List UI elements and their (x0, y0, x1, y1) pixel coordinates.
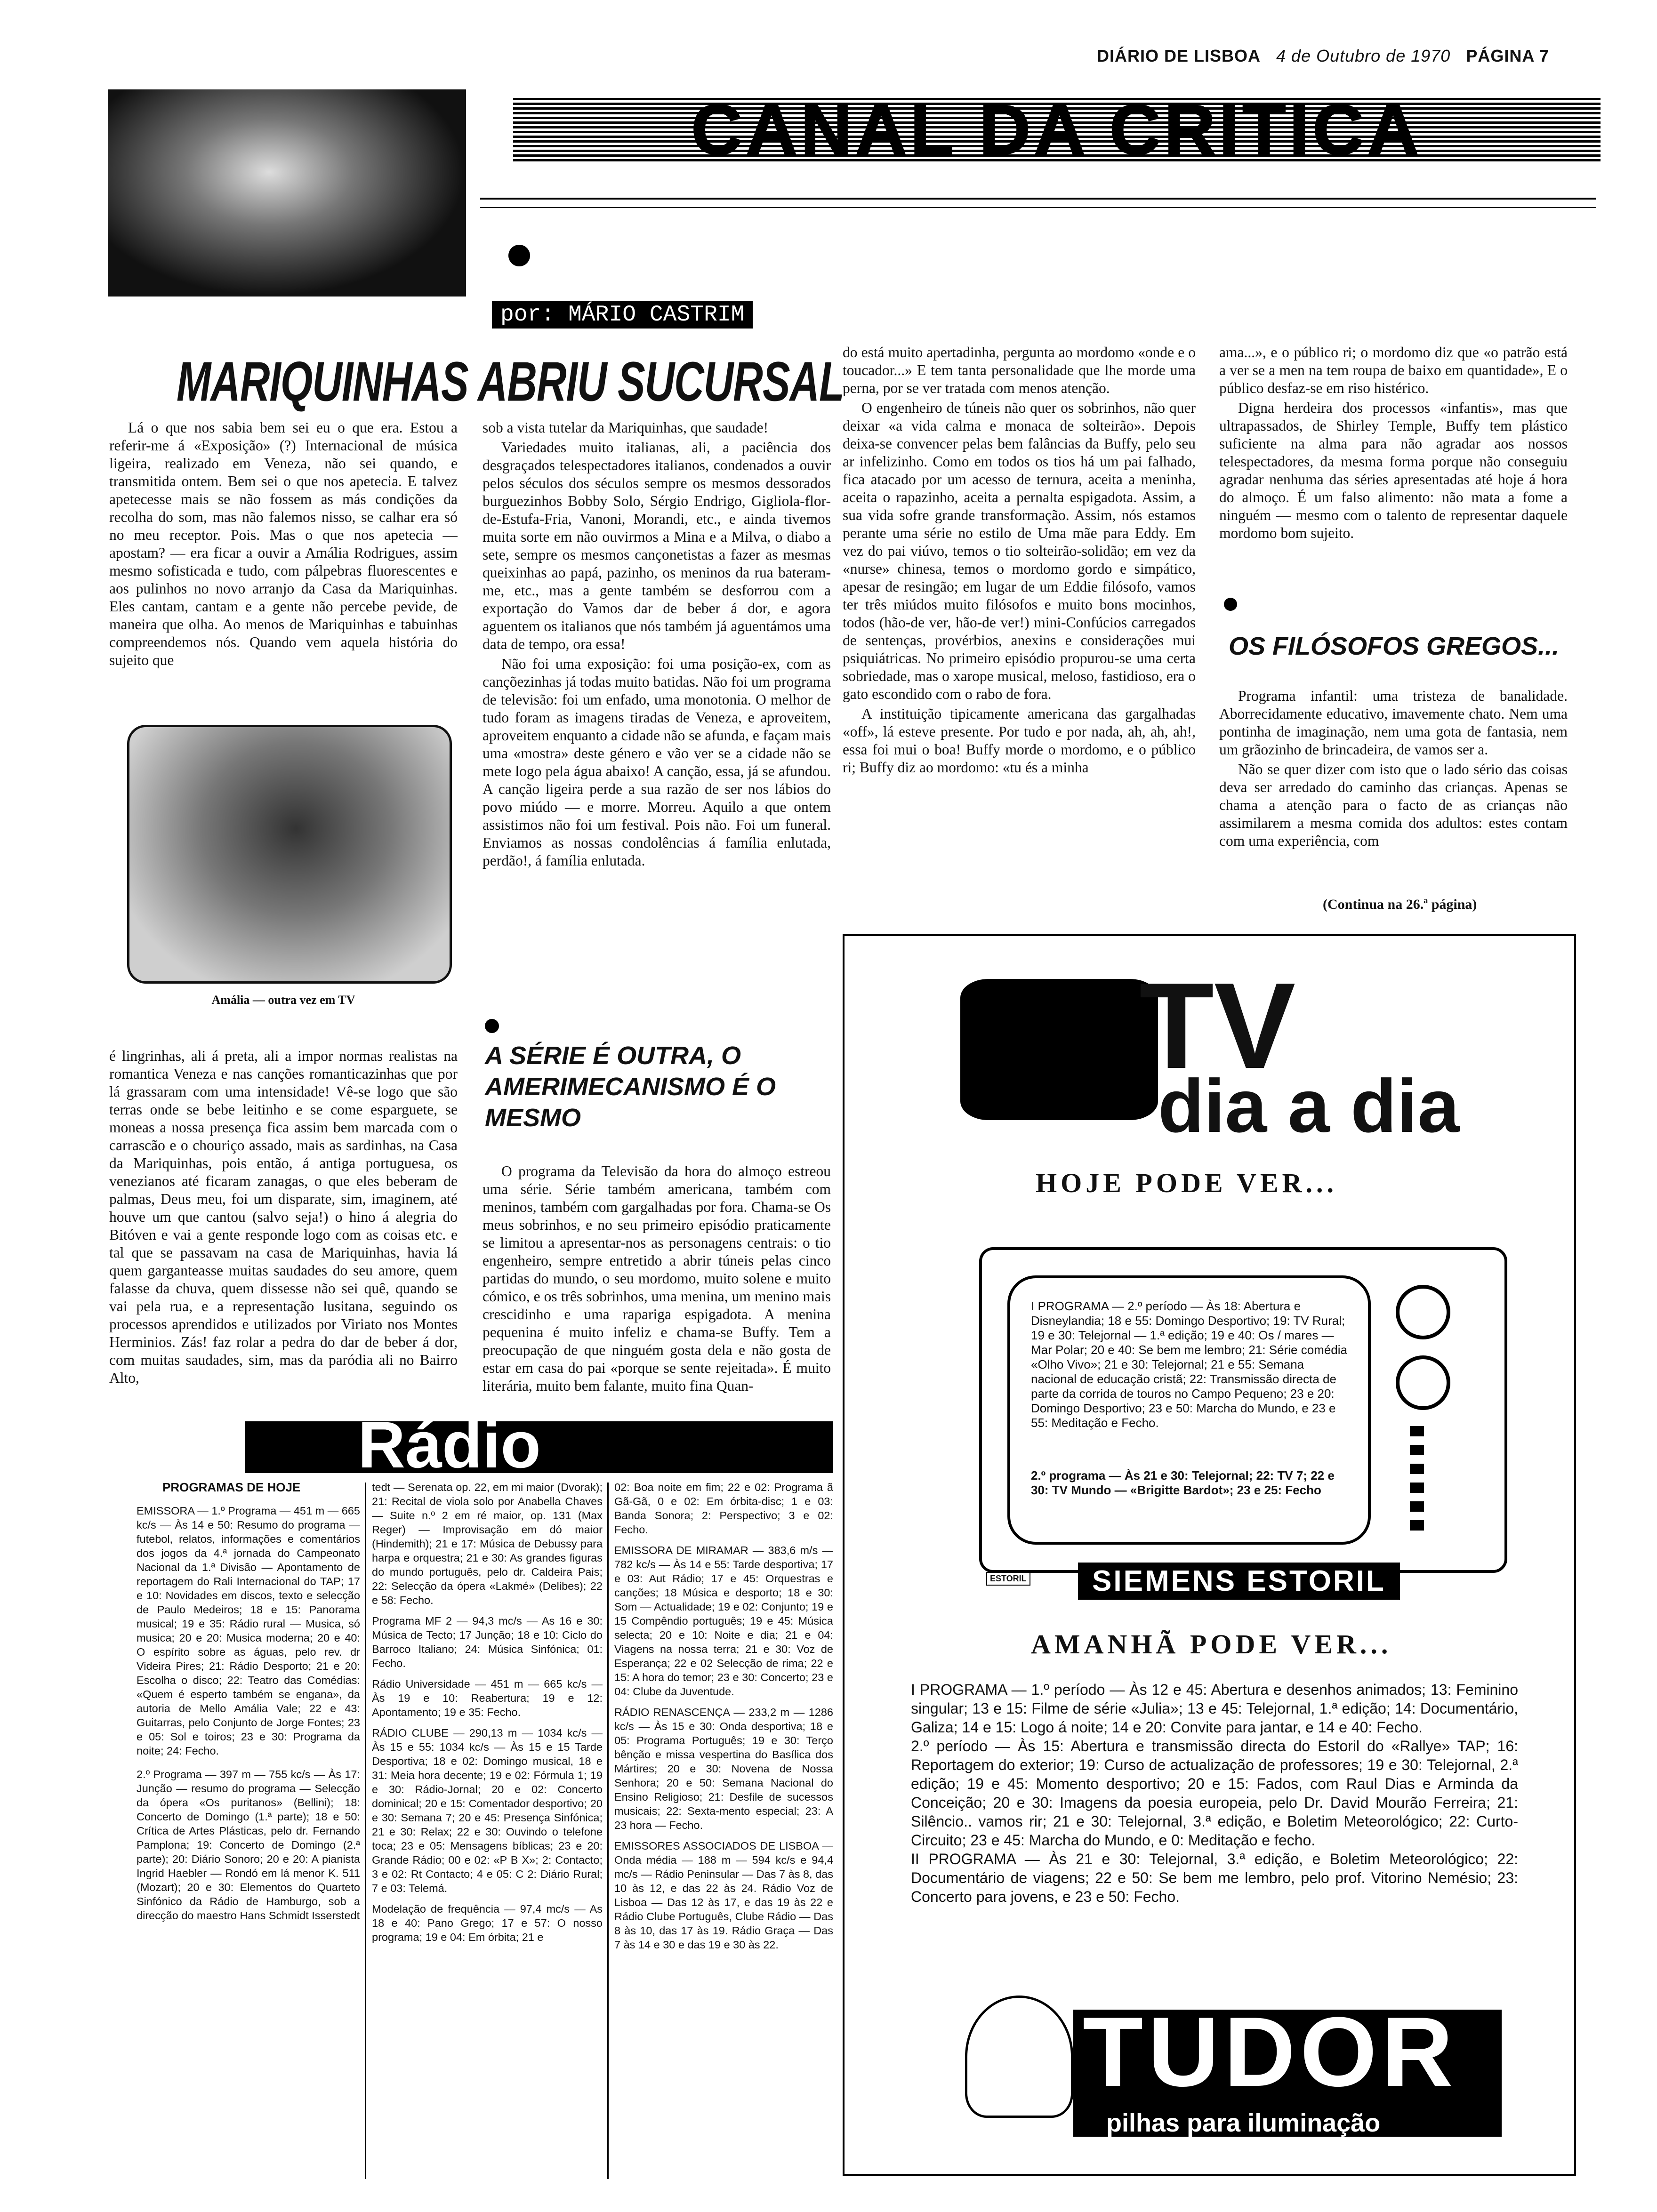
tv-knob (1396, 1285, 1450, 1339)
bullet-icon (508, 245, 530, 266)
paragraph: do está muito apertadinha, pergunta ao mordomo «onde e o toucador...» E tem tanta personalidade que lhe morde uma perna, por se ver tratada com menos atenção. (843, 344, 1196, 396)
radio-listing: Rádio Universidade — 451 m — 665 kc/s — Às 19 e 10: Reabertura; 19 e 12: Apontamento; 19 e 35: Fecho. (372, 1678, 603, 1718)
amanha-text (911, 1680, 1518, 1972)
article-column-1 (109, 419, 458, 711)
radio-listing: tedt — Serenata op. 22, em mi maior (Dvorak); 21: Recital de viola solo por Anabella Chaves — Suite n.º 2 em ré maior, op. 131 (Max Reger) — Improvisação em dó maior (Hindemith); 21 e 17: Música de Debussy para harpa e orquestra; 21 e 30: As grandes figuras do mundo português, pelo dr. Caldeira Pais; 22: Selecção da ópera «Lakmé» (Delibes); 22 e 58: Fecho. (372, 1481, 603, 1606)
paragraph: Lá o que nos sabia bem sei eu o que era. Estou a referir-me á «Exposição» (?) Internacional de música ligeira, realizado em Veneza, não sei quando, e transmitida ontem. Bem sei o que nos apetecia. E talvez apetecesse mais se não fossem as más condições da recolha do som, mas não falemos nisso, se calhar era só no meu receptor. Pois. Mas o que nos apetecia — apostam? — era ficar a ouvir a Amália Rodrigues, assim mesmo sofisticada e tudo, com pálpebras fluorescentes e aos pulinhos no novo arranjo da Casa da Mariquinhas. Eles cantam, cantam e a gente não percebe pevide, de maneira que olha. Ao menos de Mariquinhas e tabuinhas compreendemos nós. Quando vem aquela história do sujeito que (109, 419, 458, 668)
subheading-filosofos: OS FILÓSOFOS GREGOS... (1229, 632, 1560, 660)
page-header (1097, 46, 1549, 66)
amanha-heading: AMANHÃ PODE VER... (1031, 1629, 1392, 1659)
radio-column-3 (614, 1480, 833, 2177)
tv-logo-screen (960, 979, 1158, 1120)
tv-buttons (1410, 1426, 1424, 1534)
article-column-2 (483, 419, 831, 979)
radio-listing: Modelação de frequência — 97,4 mc/s — As 18 e 40: Pano Grego; 17 e 57: O nosso programa; 19 e 04: Em órbita; 21 e (372, 1903, 603, 1943)
paragraph: Variedades muito italianas, ali, a paciência dos desgraçados telespectadores italianos, condenados a ouvir pelos séculos dos séculos sempre os mesmos dessorados burguezinhos Bobby Solo, Sérgio Endrigo, Gigliola-flor-de-Estufa-Fria, Vanoni, Morandi, etc., e ainda tivemos muita sorte em não ouvirmos a Mina e a Milva, o diabo a sete, sempre os mesmos cançonetistas a fazer as mesmas queixinhas ao papá, pazinho, os meninos da rua bateram-me, etc., mas a gente também se desforrou com a exportação do Vamos dar de beber á dor, e agora aguentem os italianos que nós também já aguentámos uma data de tempo, ora essa! (483, 439, 831, 652)
paragraph: sob a vista tutelar da Mariquinhas, que saudade! (483, 419, 769, 436)
bullet-icon (1224, 598, 1237, 611)
column-divider (365, 1483, 366, 2179)
article-column-3 (843, 344, 1196, 908)
title-rule-2 (480, 207, 1596, 208)
article-column-4 (1219, 344, 1568, 593)
paragraph: O programa da Televisão da hora do almoço estreou uma série. Série também americana, também com meninos, também com gargalhadas por fora. Chama-se Os meus sobrinhos, e no seu primeiro episódio praticamente se limitou a apresentar-nos as personagens centrais: o tio engenheiro, sempre entretido a abrir túneis pelas cinco partidas do mundo, o seu mordomo, muito solene e muito cómico, e os três sobrinhos, uma menina, um menino mais crescidinho e uma rapariga espigadota. A menina pequenina é muito infeliz e chama-se Buffy. Tem a preocupação de que ninguém gosta dela e não gosta de estar em casa do pai «porque se sente rejeitada». É muito literária, muito bem falante, muito fina Quan- (483, 1163, 831, 1394)
radio-listing: 2.º Programa — 397 m — 755 kc/s — Às 17: Junção — resumo do programa — Selecção da ópera «Os puritanos» (Bellini); 18: Concerto de Domingo (1.ª parte); 18 e 50: Crítica de Artes Plásticas, pelo dr. Fernando Pamplona; 19: Concerto de Domingo (2.ª parte); 20: Diário Sonoro; 20 e 20: A pianista Ingrid Haebler — Rondó em lá menor K. 511 (Mozart); 20 e 30: Elementos do Quarteto Sinfónico da Rádio de Hamburgo, sob a direcção do maestro Hans Schmidt Isserstedt (137, 1768, 360, 1922)
paragraph: ama...», e o público ri; o mordomo diz que «o patrão está a ver se a men na tem roupa de baixo em quantidade», E o público desfaz-se em riso histérico. (1219, 344, 1568, 396)
amalia-photo (127, 725, 452, 984)
radio-listing: RÁDIO RENASCENÇA — 233,2 m — 1286 kc/s — Às 15 e 30: Onda desportiva; 18 e 05: Programa Português; 19 e 30: Terço bênção e missa vespertina do Basílica dos Mártires; 20 e 30: Novena de Nossa Senhora; 20 e 50: Semana Nacional do Ensino Religioso; 21: Desfile de sucessos musicais; 22: Sexta-mento especial; 23: A 23 hora — Fecho. (614, 1706, 833, 1831)
headline: MARIQUINHAS ABRIU SUCURSAL (177, 350, 844, 413)
subheading-serie: A SÉRIE É OUTRA, O AMERIMECANISMO É O MESMO (485, 1042, 776, 1132)
byline: por: MÁRIO CASTRIM (492, 301, 753, 329)
bullet-icon (485, 1019, 499, 1033)
title-rule (480, 198, 1596, 200)
brand-banner: SIEMENS ESTORIL (1078, 1563, 1400, 1600)
programa-2-text: 2.º programa — Às 21 e 30: Telejornal; 22: TV 7; 22 e 30: TV Mundo — «Brigitte Bardot»; 23 e 25: Fecho (1031, 1468, 1335, 1497)
radio-title: Rádio (358, 1408, 541, 1482)
article-column-1b (109, 1047, 458, 1400)
page-number: PÁGINA 7 (1466, 46, 1550, 65)
programa-1-text: I PROGRAMA — 2.º período — Às 18: Abertura e Disneylandia; 18 e 55: Domingo Desportivo; 19: TV Rural; 19 e 30: Telejornal — 1.ª edição; 19 e 40: Os / mares — Mar Polar; 20 e 40: Se bem me lembro; 21: Série comédia «Olho Vivo»; 21 e 30: Telejornal; 21 e 55: Semana nacional de educação cristã; 22: Transmissão directa de parte da corrida de touros no Campo Pequeno; 23 e 20: Domingo Desportivo; 23 e 50: Marcha do Mundo, e 23 e 55: Meditação e Fecho. (1031, 1299, 1347, 1430)
tv-label: ESTORIL (986, 1572, 1030, 1586)
article-column-4b (1219, 687, 1568, 885)
radio-heading: PROGRAMAS DE HOJE (162, 1480, 301, 1494)
photo-caption: Amália — outra vez em TV (211, 993, 355, 1007)
radio-listing: EMISSORA — 1.º Programa — 451 m — 665 kc/s — Às 14 e 50: Resumo do programa — futebol, relatos, informações e comentários dos jogos da 4.ª jornada do Campeonato Nacional da 1.ª Divisão — Apontamento de reportagem do Rali Internacional do TAP; 17 e 10: Novidades em discos, texto e selecção de Paulo Medeiros; 18 e 15: Panorama musical; 19 e 35: Rádio rural — Musica, só musica; 20 e 20: Musica moderna; 20 e 40: O espírito sobre as águas, pelo rev. dr Videira Pires; 21: Rádio Desporto; 21 e 20: Escolha o disco; 22: Teatro das Comédias: «Quem é esperto também se engana», da autoria de Mello Amália Vale; 22 e 43: Guitarras, pelo Conjunto de Jorge Fontes; 23 e 05: Sol e toiros; 23 e 30: Programa da noite; 24: Fecho. (137, 1505, 360, 1757)
radio-listing: EMISSORES ASSOCIADOS DE LISBOA — Onda média — 188 m — 594 kc/s e 94,4 mc/s — Rádio Peninsular — Das 7 às 8, das 10 às 12, e das 22 às 24. Rádio Voz de Lisboa — Das 12 às 17, e das 19 às 22 e Rádio Clube Português, Clube Rádio — Das 8 às 10, das 17 às 19. Rádio Graça — Das 7 às 14 e 30 e das 19 e 30 às 22. (614, 1840, 833, 1951)
newspaper-name: DIÁRIO DE LISBOA (1097, 46, 1261, 65)
tudor-mascot (965, 1996, 1073, 2118)
continued-note: (Continua na 26.ª página) (1323, 897, 1477, 912)
paragraph: Não se quer dizer com isto que o lado sério das coisas deva ser arredado do caminho das crianças. Apenas se chama a atenção para o facto de as crianças não assimilarem a mesma comida dos adultos: estes contam com uma experiência, com (1219, 761, 1568, 849)
paragraph: O engenheiro de túneis não quer os sobrinhos, não quer deixar «a vida calma e monaca de solteirão». Depois deixa-se convencer pelas bem falâncias da Buffy, pelo seu ar infelizinho. Como em todos os tios há um pai falhado, fica atacado por um acesso de ternura, aceita a meninha, aceita o rapazinho, aceita a pernalta espigadota. Assim, a sua vida sofre grande transformação. Assim, nós estamos perante uma série no estilo de Uma mãe para Eddy. Em vez do pai viúvo, temos o tio solteirão-solidão; em vez da «nurse» chinesa, temos o mordomo gordo e simpático, apesar de resingão; em lugar de um Eddie filósofo, vamos ter três miúdos muito filósofos e muito bons mocinhos, todos (hão-de ver, hão-de ver!) mini-Confúcios carregados de sentenças, provérbios, anexins e considerações mui psiquiátricas. No primeiro episódio propurou-se uma certa sobriedade, mas o xarope musical, meloso, fastidioso, era o gato escondido com o rabo de fora. (843, 400, 1196, 702)
hoje-heading: HOJE PODE VER... (1036, 1168, 1337, 1198)
issue-date: 4 de Outubro de 1970 (1276, 46, 1451, 65)
amanha-paragraph: I PROGRAMA — 1.º período — Às 12 e 45: Abertura e desenhos animados; 13: Feminino singular; 13 e 15: Filme de série «Julia»; 13 e 45: Telejornal, 1.ª edição; 14: Documentário, Galiza; 14 e 15: Logo á noite; 14 e 20: Convite para jantar, e 14 e 40: Fecho. (911, 1681, 1518, 1736)
radio-column-2 (372, 1480, 603, 2177)
amanha-paragraph: 2.º período — Às 15: Abertura e transmissão directa do Estoril do «Rallye» TAP; 16: Reportagem do exterior; 19: Curso de actualização de professores; 19 e 30: Telejornal, 2.ª edição; 19 e 45: Momento desportivo; 20 e 15: Fados, com Raul Dias e Arminda da Conceição; 20 e 30: Imagens da poesia europeia, pelo Dr. David Mourão Ferreira; 21: Silêncio.. vamos rir; 21 e 30: Telejornal, 3.ª edição, e Boletim Meteorológico; 22: Curto-Circuito; 23 e 45: Marcha do Mundo, e 0: Meditação e fecho. (911, 1738, 1518, 1849)
radio-listing: 02: Boa noite em fim; 22 e 02: Programa ã Gã-Gã, 0 e 02: Em órbita-disc; 1 e 03: Banda Sonora; 2: Perspectivo; 3 e 02: Fecho. (614, 1481, 833, 1536)
tudor-brand: TUDOR (1083, 1996, 1458, 2107)
paragraph: A instituição tipicamente americana das gargalhadas «off», lá esteve presente. Por tudo e por nada, ah, ah, ah!, essa foi mui o boa! Buffy morde o mordomo, e o público ri; Buffy diz ao mordomo: «tu és a minha (843, 705, 1196, 776)
amanha-paragraph: II PROGRAMA — Às 21 e 30: Telejornal, 3.ª edição, e Boletim Meteorológico; 22: Documentário de viagens; 22 e 50: Se bem me lembro, pelo prof. Vitorino Nemésio; 23: Concerto para jovens, e 23 e 50: Fecho. (911, 1851, 1518, 1905)
radio-listing: EMISSORA DE MIRAMAR — 383,6 m/s — 782 kc/s — Às 14 e 55: Tarde desportiva; 17 e 03: Aut Rádio; 17 e 45: Orquestras e canções; 18 Música e desporto; 18 e 30: Som — Actualidade; 19 e 02: Conjunto; 19 e 15 Compêndio português; 19 e 45: Música selecta; 20 e 10: Noite e dia; 21 e 04: Viagens na nossa terra; 21 e 30: Voz de Esperança; 22 e 02 Selecção de rima; 22 e 15: A hora do temor; 23 e 30: Concerto; 23 e 04: Clube da Juventude. (614, 1544, 833, 1698)
tv-subtitle: dia a dia (1158, 1064, 1460, 1148)
radio-column-1 (137, 1504, 360, 2181)
tv-logo: TV (1139, 958, 1296, 1094)
paragraph: é lingrinhas, ali á preta, ali a impor normas realistas na romantica Veneza e nas canções romanticazinhas que por lá grassaram com uma intensidade! Vê-se logo que são terras onde se bebe leitinho e se come esparguete, se moneas a nossa presença fica assim bem marcada com o carrascão e o chouriço assado, mais as sardinhas, na Casa da Mariquinhas, pois então, á antiga portuguesa, os venezianos até ficaram zanagas, o que eles beberam de palmas, Deus meu, foi um disparate, sim, imaginem, até houve um que cantou (salvo seja!) o hino á alegria do Bitóven e vai a gente responde logo com as coisas etc. e tal que se passavam na casa de Mariquinhas, havia lá quem garganteasse muitas saudades do seu amore, quem falasse da chuva, quem dissesse não sei quê, quando se vai pela rua, e a representação lusitana, seguindo os processos aprendidos e utilizados por Viriato nos Montes Herminios. Zás! faz rolar a pedra do dar de beber á dor, com muitas saudades, sim, mas da paródia ali no Bairro Alto, (109, 1048, 458, 1386)
radio-listing: Programa MF 2 — 94,3 mc/s — As 16 e 30: Música de Tecto; 17 Junção; 18 e 10: Ciclo do Barroco Italiano; 24: Música Sinfónica; 01: Fecho. (372, 1615, 603, 1669)
section-title: CANAL DA CRITICA (513, 98, 1601, 161)
paragraph: Programa infantil: uma tristeza de banalidade. Aborrecidamente educativo, imavemente chato. Nem uma pontinha de imaginação, nem uma gota de fantasia, nem um grãozinho de brincadeira, de vamos ser a. (1219, 688, 1568, 758)
paragraph: Não foi uma exposição: foi uma posição-ex, com as cançõezinhas já todas muito batidas. Não foi um programa de televisão: foi um enfado, uma monotonia. O melhor de tudo foram as imagens tiradas de Veneza, e aproveitem, aproveitem enquanto a cidade não se afunda, e façam mais uma «mostra» deste género e vão ver se a cidade não se mete logo pela água abaixo! A canção, essa, já se afundou. A canção ligeira perde a sua razão de ser nos lábios do povo miúdo — e morre. Morreu. Aquilo a que ontem assistimos não foi um festival. Pois não. Foi um funeral. Enviamos as nossas condolências á família enlutada, perdão!, á família enlutada. (483, 656, 831, 869)
radio-listing: RÁDIO CLUBE — 290,13 m — 1034 kc/s — Às 15 e 55: 1034 kc/s — Às 15 e 15 Tarde Desportiva; 18 e 02: Domingo musical, 18 e 31: Meia hora decente; 19 e 02: Fórmula 1; 19 e 30: Rádio-Jornal; 20 e 02: Concerto dominical; 20 e 15: Comentador desportivo; 20 e 30: Semana 7; 20 e 45: Presença Sinfónica; 21 e 30: Relax; 22 e 30: Ouvindo o telefone toca; 23 e 05: Mensagens bíblicas; 23 e 20: Grande Rádio; 00 e 02: «P B X»; 2: Contacto; 3 e 02: Rt Contacto; 4 e 05: C 2: Diário Rural; 7 e 03: Telemá. (372, 1727, 603, 1894)
column-divider (607, 1483, 609, 2179)
article-column-2b (483, 1162, 831, 1407)
tv-screen-photo (108, 89, 466, 297)
tv-knob (1396, 1355, 1450, 1410)
tudor-tagline: pilhas para iluminação (1106, 2109, 1381, 2137)
paragraph: Digna herdeira dos processos «infantis», mas que ultrapassados, de Shirley Temple, Buffy tem plástico suficiente na alma para não agradar aos nossos telespectadores, da mesma forma porque não conseguiu agradar nenhuma das séries apresentadas até hoje á hora do almoço. É um falso alimento: não mata a fome a ninguém — mesmo com o talento de representar daquele mordomo bom sujeito. (1219, 400, 1568, 541)
